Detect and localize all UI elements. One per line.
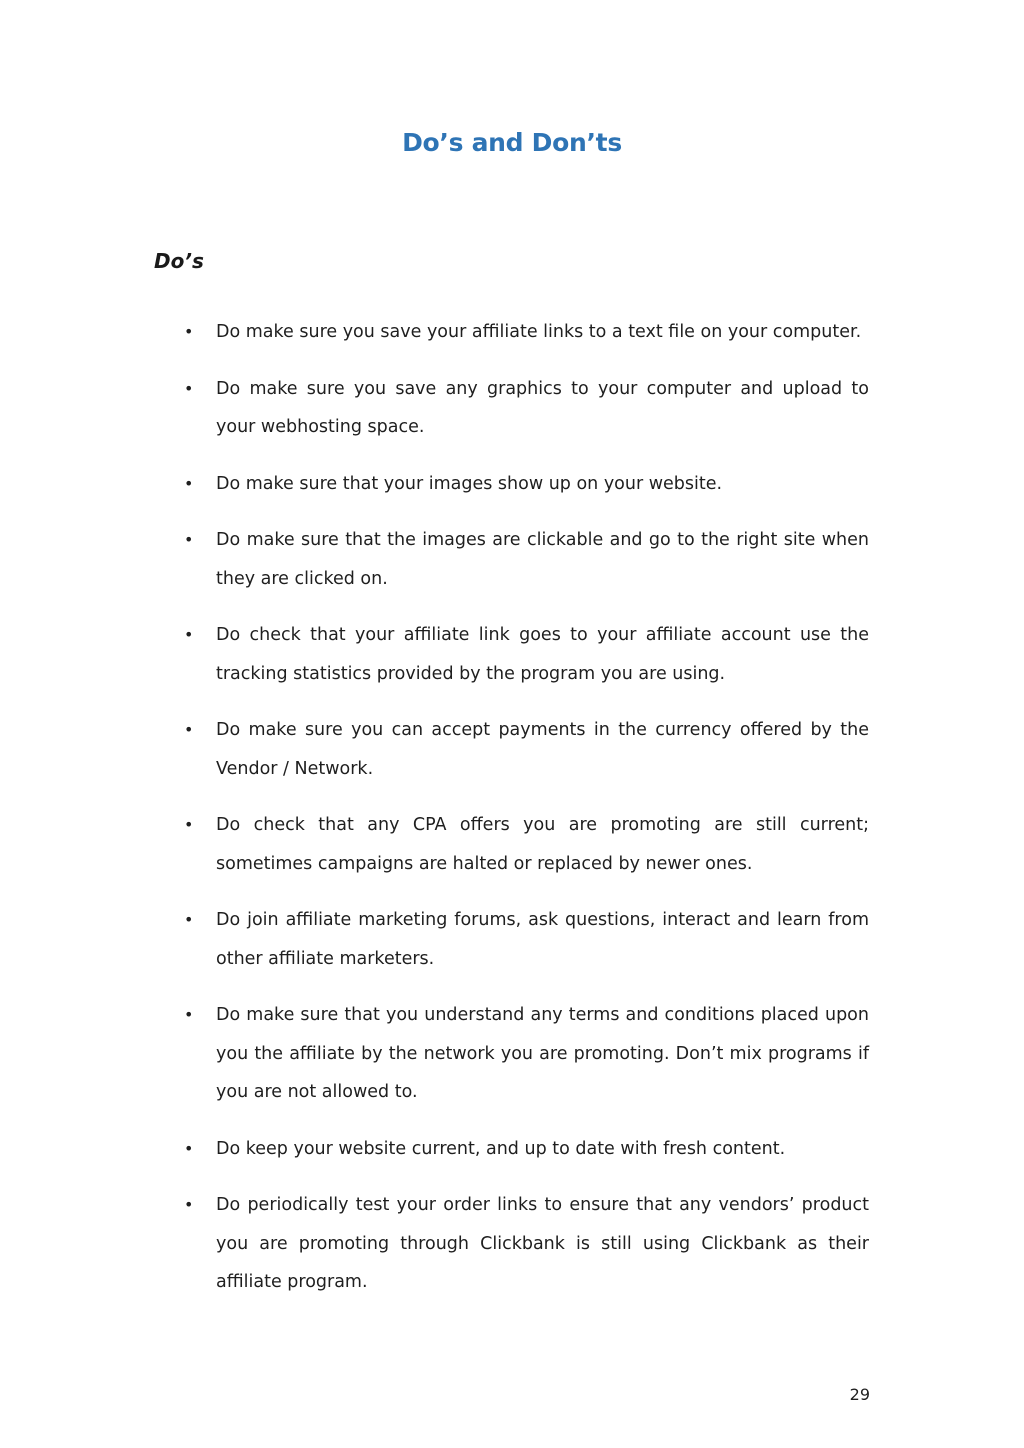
list-item	[0, 1186, 1024, 1302]
list-item-text: Do make sure that you understand any terms and conditions placed upon you the affiliate by the network you are promoting. Don’t mix programs if you are not allowed to.	[216, 1005, 869, 1102]
list-item	[0, 370, 1024, 447]
list-item-text: Do make sure you save your affiliate links to a text file on your computer.	[216, 322, 862, 342]
bullet-icon: •	[184, 1195, 194, 1214]
list-item-text: Do keep your website current, and up to date with fresh content.	[216, 1138, 786, 1159]
list-item-text: Do make sure that the images are clickable and go to the right site when they are clicked on.	[216, 530, 869, 589]
list-item	[0, 1130, 1024, 1169]
bullet-icon: •	[184, 473, 194, 493]
list-item-text: Do make sure you save any graphics to your computer and upload to your webhosting space.	[216, 378, 869, 437]
list-item-text: Do check that your affiliate link goes to your affiliate account use the tracking statistics provided by the program you are using.	[216, 625, 869, 684]
list-item-text: Do make sure that your images show up on your website.	[216, 473, 723, 494]
list-item	[0, 313, 1024, 352]
bullet-icon: •	[184, 815, 194, 834]
list-item	[0, 521, 1024, 598]
dos-list	[0, 313, 1024, 1320]
list-item	[0, 806, 1024, 883]
list-item-text: Do join affiliate marketing forums, ask questions, interact and learn from other affiliate marketers.	[216, 910, 869, 969]
bullet-icon: •	[184, 378, 194, 398]
bullet-icon: •	[184, 910, 194, 929]
list-item-text: Do periodically test your order links to ensure that any vendors’ product you are promoting through Clickbank is still using Clickbank as their affiliate program.	[216, 1195, 869, 1292]
bullet-icon: •	[184, 1005, 194, 1024]
bullet-icon: •	[184, 720, 194, 739]
list-item-text: Do check that any CPA offers you are promoting are still current; sometimes campaigns are halted or replaced by newer ones.	[216, 815, 869, 874]
bullet-icon: •	[184, 1138, 194, 1158]
bullet-icon: •	[184, 530, 194, 549]
list-item	[0, 616, 1024, 693]
list-item	[0, 901, 1024, 978]
list-item	[0, 711, 1024, 788]
page-number: 29	[849, 1385, 870, 1404]
list-item	[0, 465, 1024, 504]
list-item-text: Do make sure you can accept payments in the currency offered by the Vendor / Network.	[216, 720, 869, 779]
list-item	[0, 996, 1024, 1112]
section-heading: Do’s	[154, 249, 204, 273]
bullet-icon: •	[184, 322, 194, 341]
page-title: Do’s and Don’ts	[402, 128, 622, 157]
bullet-icon: •	[184, 625, 194, 644]
